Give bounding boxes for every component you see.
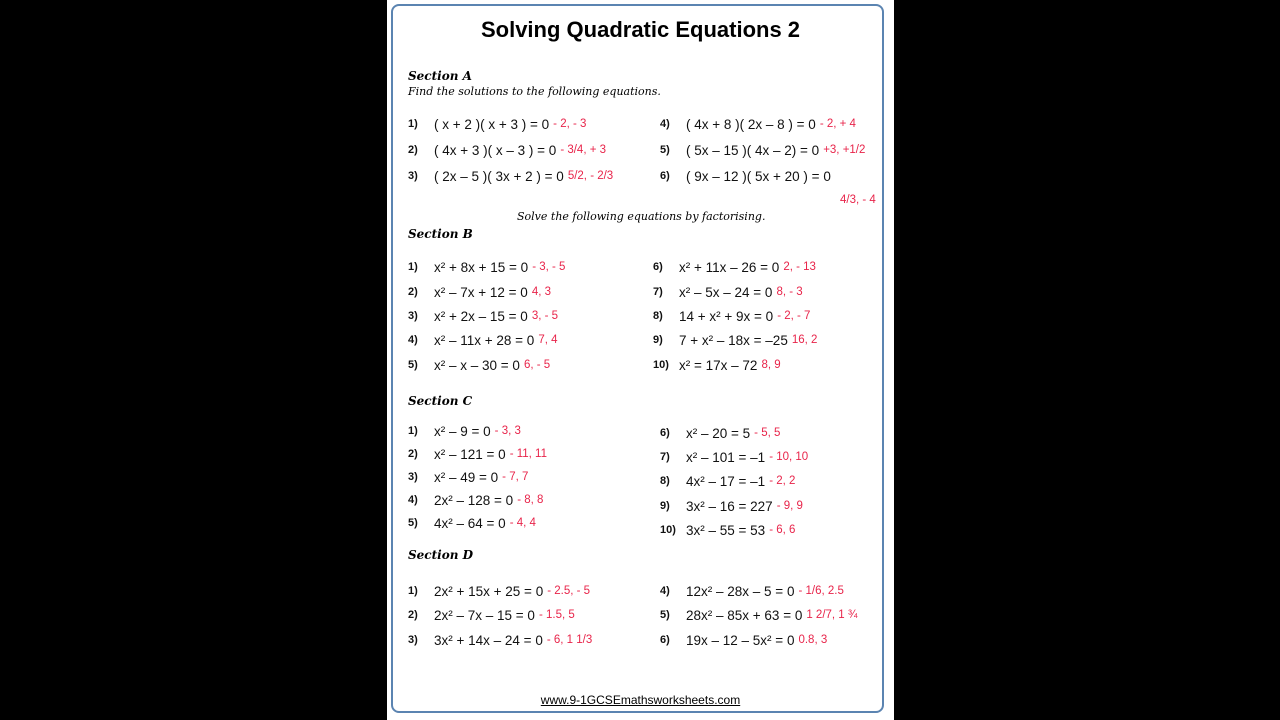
question-number: 6) [660,427,670,439]
question-answer: - 10, 10 [769,451,809,463]
question-equation: x² + 11x – 26 = 0 [679,259,780,275]
question-row [408,307,558,325]
question-number: 10) [653,359,669,371]
question-row [660,167,831,185]
question-row [408,582,590,600]
question-answer: 5/2, - 2/3 [567,170,614,182]
question-row [660,521,795,539]
question-answer: 8, - 3 [776,286,803,298]
question-row [408,631,592,649]
question-row [408,514,536,532]
question-row [653,331,817,349]
question-number: 1) [408,425,418,437]
question-equation: 4x² – 64 = 0 [434,515,506,531]
section-a-instruction: Find the solutions to the following equations. [408,85,661,98]
question-answer: - 9, 9 [776,500,803,512]
question-answer: 8, 9 [761,359,781,371]
question-row [660,448,808,466]
question-row [408,115,586,133]
question-equation: 19x – 12 – 5x² = 0 [686,632,795,648]
question-answer: 3, - 5 [531,310,559,322]
section-b-heading: Section B [408,227,473,241]
question-answer: 16, 2 [791,334,818,346]
section-d-heading: Section D [408,548,474,562]
question-answer: 1 2/7, 1 ¾ [806,609,858,621]
question-equation: 12x² – 28x – 5 = 0 [686,583,795,599]
question-number: 2) [408,609,418,621]
question-equation: x² – 121 = 0 [434,446,506,462]
question-row [408,167,613,185]
question-answer: - 5, 5 [754,427,781,439]
question-answer: - 7, 7 [502,471,529,483]
question-number: 2) [408,286,418,298]
question-answer: - 3/4, + 3 [560,144,607,156]
worksheet-page [387,0,894,720]
question-answer: - 3, 3 [494,425,521,437]
question-number: 3) [408,310,418,322]
question-answer: - 1/6, 2.5 [798,585,844,597]
question-number: 1) [408,261,418,273]
question-row [408,331,558,349]
question-answer: - 2.5, - 5 [547,585,591,597]
question-number: 5) [408,517,418,529]
question-number: 4) [660,118,670,130]
question-row [660,472,795,490]
section-b-instruction: Solve the following equations by factorising. [517,210,766,223]
question-number: 6) [660,634,670,646]
question-equation: ( 5x – 15 )( 4x – 2) = 0 [686,142,820,158]
question-equation: x² – 20 = 5 [686,425,751,441]
question-number: 2) [408,144,418,156]
section-a-extra-answer: 4/3, - 4 [840,194,876,206]
question-row [408,258,565,276]
question-equation: x² – x – 30 = 0 [434,357,520,373]
question-row [653,258,816,276]
question-answer: 2, - 13 [783,261,816,273]
question-number: 3) [408,634,418,646]
question-equation: x² – 5x – 24 = 0 [679,284,773,300]
question-answer: 4, 3 [531,286,551,298]
question-row [408,491,543,509]
question-equation: 4x² – 17 = –1 [686,473,766,489]
question-row [660,631,827,649]
question-answer: - 2, 2 [769,475,796,487]
question-row [653,356,781,374]
question-row [408,422,521,440]
question-answer: - 11, 11 [509,448,547,460]
question-answer: - 6, 1 1/3 [546,634,593,646]
question-row [653,283,803,301]
question-equation: 3x² – 16 = 227 [686,498,773,514]
question-number: 3) [408,170,418,182]
section-c-heading: Section C [408,394,473,408]
question-equation: 14 + x² + 9x = 0 [679,308,774,324]
question-equation: 2x² + 15x + 25 = 0 [434,583,544,599]
question-number: 4) [408,334,418,346]
question-row [660,424,780,442]
question-row [660,115,856,133]
question-equation: x² + 2x – 15 = 0 [434,308,528,324]
question-answer: - 3, - 5 [532,261,566,273]
question-number: 1) [408,118,418,130]
question-equation: 2x² – 7x – 15 = 0 [434,607,535,623]
question-equation: 2x² – 128 = 0 [434,492,514,508]
question-number: 7) [660,451,670,463]
question-equation: x² + 8x + 15 = 0 [434,259,529,275]
question-number: 7) [653,286,663,298]
question-equation: x² = 17x – 72 [679,357,758,373]
footer-link[interactable]: www.9-1GCSEmathsworksheets.com [540,693,741,707]
question-equation: x² – 11x + 28 = 0 [434,332,535,348]
question-row [408,606,575,624]
question-number: 9) [653,334,663,346]
question-row [408,141,606,159]
question-answer: - 1.5, 5 [538,609,575,621]
question-number: 4) [408,494,418,506]
question-row [660,582,844,600]
question-answer: - 8, 8 [517,494,544,506]
question-equation: ( x + 2 )( x + 3 ) = 0 [434,116,550,132]
question-number: 6) [653,261,663,273]
question-number: 5) [408,359,418,371]
question-row [408,468,528,486]
question-row [653,307,810,325]
question-equation: x² – 7x + 12 = 0 [434,284,528,300]
question-answer: - 2, - 7 [777,310,811,322]
question-row [408,283,551,301]
question-answer: - 6, 6 [769,524,796,536]
question-row [660,497,803,515]
question-number: 2) [408,448,418,460]
worksheet-title: Solving Quadratic Equations 2 [480,17,801,42]
question-answer: +3, +1/2 [823,144,866,156]
question-equation: ( 9x – 12 )( 5x + 20 ) = 0 [686,168,831,184]
question-answer: - 2, - 3 [553,118,587,130]
question-equation: ( 2x – 5 )( 3x + 2 ) = 0 [434,168,564,184]
question-equation: ( 4x + 8 )( 2x – 8 ) = 0 [686,116,816,132]
question-number: 10) [660,524,676,536]
question-number: 1) [408,585,418,597]
question-equation: ( 4x + 3 )( x – 3 ) = 0 [434,142,557,158]
question-answer: 6, - 5 [523,359,551,371]
question-number: 8) [660,475,670,487]
question-row [660,141,865,159]
question-number: 3) [408,471,418,483]
section-a-heading: Section A [408,69,472,83]
question-equation: x² – 9 = 0 [434,423,491,439]
question-equation: 3x² – 55 = 53 [686,522,766,538]
question-number: 8) [653,310,663,322]
question-number: 4) [660,585,670,597]
question-row [660,606,858,624]
question-row [408,356,550,374]
question-number: 5) [660,144,670,156]
question-equation: 3x² + 14x – 24 = 0 [434,632,543,648]
question-equation: 7 + x² – 18x = –25 [679,332,788,348]
question-equation: x² – 101 = –1 [686,449,766,465]
question-number: 5) [660,609,670,621]
question-equation: x² – 49 = 0 [434,469,499,485]
question-number: 6) [660,170,670,182]
question-answer: - 4, 4 [509,517,536,529]
question-answer: 0.8, 3 [798,634,828,646]
question-equation: 28x² – 85x + 63 = 0 [686,607,803,623]
question-answer: - 2, + 4 [819,118,856,130]
question-number: 9) [660,500,670,512]
question-row [408,445,547,463]
question-answer: 7, 4 [538,334,558,346]
